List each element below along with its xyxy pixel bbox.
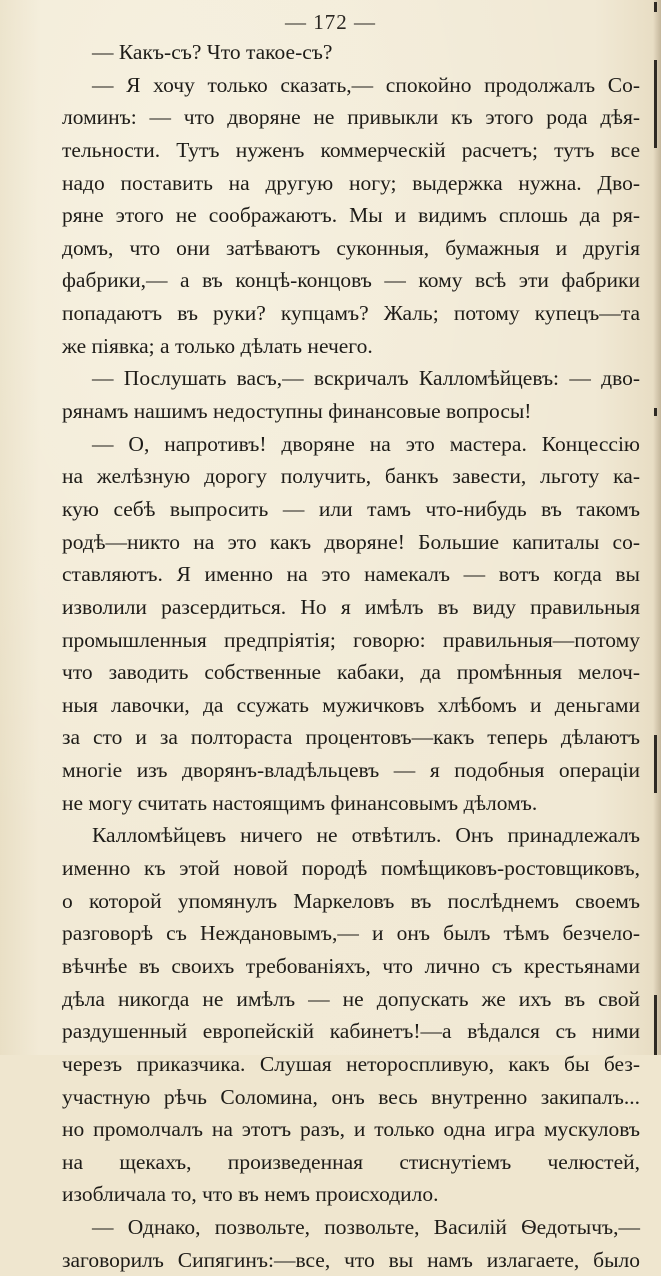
text-line: — Послушать васъ,— вскричалъ Калломѣйцевъ: — дво- (92, 366, 640, 391)
text-line: изволили разсердиться. Но я имѣлъ въ виду правильныя (62, 594, 640, 619)
text-line: Калломѣйцевъ ничего не отвѣтилъ. Онъ принадлежалъ (92, 823, 640, 848)
edge-mark (654, 995, 657, 1055)
text-line: промышленныя предпріятія; говорю: правильныя—потому (62, 627, 640, 652)
text-line: же піявка; а только дѣлать нечего. (62, 333, 373, 358)
text-line: многіе изъ дворянъ-владѣльцевъ — я подобныя операціи (62, 758, 640, 783)
text-line: не могу считать настоящимъ финансовымъ дѣломъ. (62, 790, 538, 815)
text-line: попадаютъ въ руки? купцамъ? Жаль; потому купецъ—та (62, 301, 640, 326)
text-line: ломинъ: — что дворяне не привыкли къ этого рода дѣя- (62, 105, 640, 130)
text-line: дѣла никогда не имѣлъ — не допускать же ихъ въ свой (62, 986, 640, 1011)
text-line: черезъ приказчика. Слушая нетороспливую, какъ бы без- (62, 1051, 640, 1076)
text-line: именно къ этой новой породѣ помѣщиковъ-ростовщиковъ, (62, 856, 640, 881)
text-line: ряне этого не соображаютъ. Мы и видимъ сплошь да ря- (62, 203, 640, 228)
edge-mark (654, 408, 657, 416)
text-line: вѣчнѣе въ своихъ требованіяхъ, что лично съ крестьянами (62, 953, 640, 978)
body-text (62, 36, 640, 1276)
text-line: ныя лавочки, да ссужать мужичковъ хлѣбомъ и деньгами (62, 692, 640, 717)
text-line: разговорѣ съ Неждановымъ,— и онъ былъ тѣмъ безчело- (62, 921, 640, 946)
edge-mark (654, 60, 657, 148)
text-line: — О, напротивъ! дворяне на это мастера. Концессію (92, 431, 640, 456)
text-line: — Какъ-съ? Что такое-съ? (92, 40, 333, 64)
text-line: кую себѣ выпросить — или тамъ что-нибудь въ такомъ (62, 496, 640, 521)
text-line: о которой упомянулъ Маркеловъ въ послѣднемъ своемъ (62, 888, 640, 913)
text-line: участную рѣчь Соломина, онъ весь внутренно закипалъ... (62, 1084, 640, 1109)
text-line: что заводить собственные кабаки, да промѣнныя мелоч- (62, 660, 640, 685)
edge-mark (654, 2, 657, 12)
text-line: заговорилъ Сипягинъ:—все, что вы намъ излагаете, было (62, 1247, 640, 1272)
text-line: домъ, что они затѣваютъ суконныя, бумажныя и другія (62, 235, 640, 260)
text-line: тельности. Тутъ нуженъ коммерческій расчетъ; тутъ все (62, 137, 640, 162)
page-edge-shadow (653, 0, 661, 1055)
text-line: надо поставить на другую ногу; выдержка нужна. Дво- (62, 170, 640, 195)
edge-mark (654, 735, 657, 793)
text-line: фабрики,— а въ концѣ-концовъ — кому всѣ эти фабрики (62, 268, 640, 293)
text-line: раздушенный европейскій кабинетъ!—а вѣдался съ ними (62, 1019, 640, 1044)
text-line: на желѣзную дорогу получить, банкъ завести, льготу ка- (62, 464, 640, 489)
text-line: — Однако, позвольте, позвольте, Василій Ѳедотычъ,— (92, 1215, 640, 1240)
text-line: рянамъ нашимъ недоступны финансовые вопросы! (62, 399, 532, 424)
text-line: ставляютъ. Я именно на это намекалъ — вотъ когда вы (62, 562, 640, 587)
text-line: но промолчалъ на этотъ разъ, и только одна игра мускуловъ (62, 1117, 640, 1142)
text-line: за сто и за полтораста процентовъ—какъ теперь дѣлаютъ (62, 725, 640, 750)
text-line: родѣ—никто на это какъ дворяне! Большие капиталы со- (62, 529, 640, 554)
page-number: — 172 — (285, 10, 376, 34)
text-line: на щекахъ, произведенная стиснутіемъ челюстей, (62, 1149, 640, 1174)
text-line: — Я хочу только сказать,— спокойно продолжалъ Со- (92, 72, 640, 97)
text-line: изобличала то, что въ немъ происходило. (62, 1182, 439, 1207)
